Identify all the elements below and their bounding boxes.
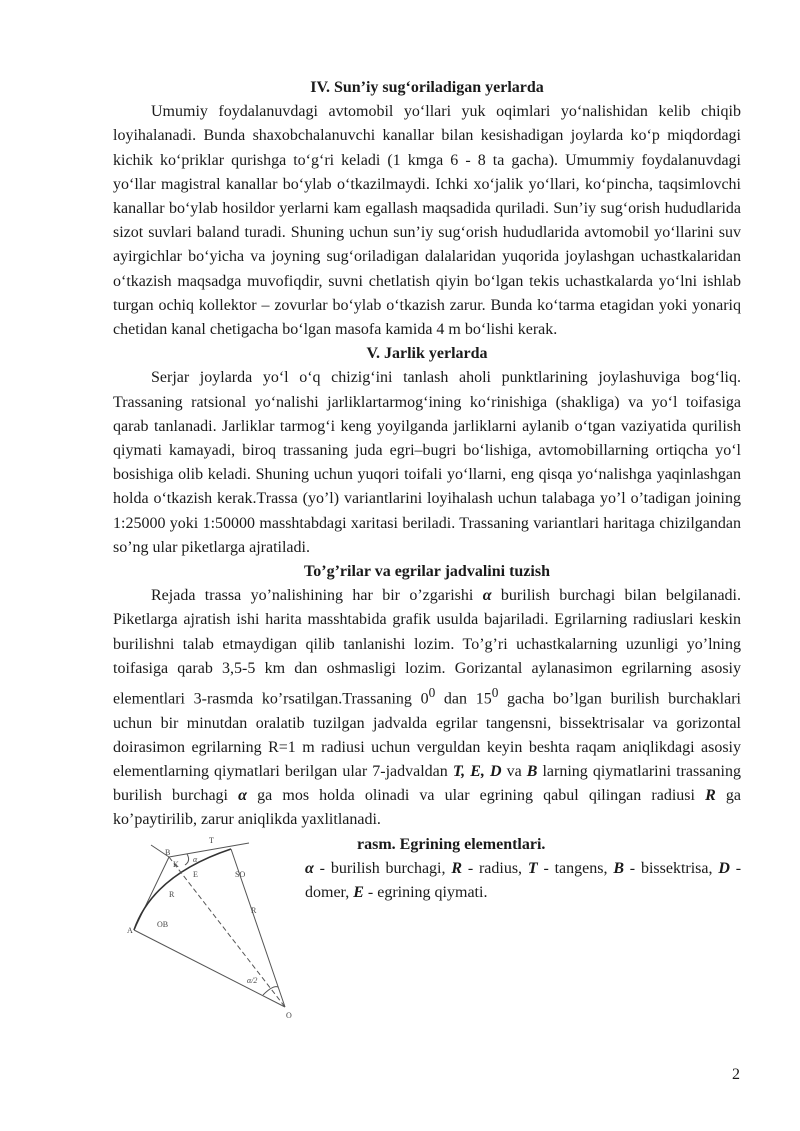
- section-title-ravine: V. Jarlik yerlarda: [366, 345, 488, 363]
- label-e: E: [193, 869, 198, 879]
- symbol-r: R: [705, 787, 716, 805]
- label-so: SO: [235, 869, 246, 879]
- label-r2: R: [169, 889, 175, 899]
- label-a: A: [127, 925, 133, 935]
- figure-caption: rasm. Egrining elementlari.: [357, 835, 546, 853]
- symbol-b: B: [526, 763, 538, 781]
- bisectrix-line: [169, 854, 285, 1007]
- page-number: 2: [732, 1066, 740, 1083]
- label-o: O: [286, 1010, 292, 1020]
- alpha-symbol: α: [482, 587, 492, 605]
- paragraph-irrigated: Umumiy foydalanuvdagi avtomobil yo‘llari yuk oqimlari yo‘nalishidan kelib chiqib loyihalanadi. Bunda shaxobchalanuvchi kanallar bilan kesishadigan joylarda ko‘p miqdordagi kichik ko‘priklar qurishga to‘g‘ri keladi (1 kmga 6 - 8 ta gacha). Umummiy foydalanuvdagi yo‘llar magistral kanallar bo‘ylab o‘tkazilmaydi. Ichki xo‘jalik yo‘llari, ko‘pincha, taqsimlovchi kanallar bo‘ylab hosildor yerlarni kam egallash maqsadida quriladi. Sun’iy sug‘orish hududlarida sizot suvlari baland turadi. Shuning uchun sun’iy sug‘orish hududlarida avtomobil yo‘llarini suv ayirgichlar bo‘yicha va joyning sug‘oriladigan dalalaridan yuqorida joylashgan uchastkalaridan o‘tkazish maqsadga muvofiqdir, suvni chetlatish qiyin bo‘lgan tekis uchastkalarda yo‘lni ishlab turgan ochiq kollektor – zovurlar bo‘ylab o‘tkazish zarur. Bunda ko‘tarma etagidan yoki yonariq chetidan kanal chetigacha bo‘lgan masofa kamida 4 m bo‘lishi kerak.: [113, 103, 741, 339]
- section-title-curves-table: To’g’rilar va egrilar jadvalini tuzish: [304, 563, 550, 581]
- paragraph-ravine: Serjar joylarda yo‘l o‘q chizig‘ini tanlash aholi punktlarining joylashuviga bog‘liq. Trassaning ratsional yo‘nalishi jarliklartarmog‘ining ko‘rinishiga (shakliga) va yo‘l toifasiga qarab tanlanadi. Jarliklar tarmog‘i keng yoyilganda jarliklarni aylanib o‘tgan vaziyatida qurilish qiymati kamayadi, biroq trassaning juda egri–bugri bo‘lishiga, avtomobillarning ortiqcha yo‘l bosishiga olib keladi. Shuning uchun yuqori toifali yo‘llarni, eng qisqa yo‘nalishga yaqinlashgan holda o‘tkazish kerak.Trassa (yo’l) variantlarini loyihalash uchun talabaga yo’l o’tadigan joining 1:25000 yoki 1:50000 masshtabdagi xaritasi beriladi. Trassaning variantlari haritaga chizilgandan so’ng ular piketlarga ajratiladi.: [113, 369, 741, 556]
- figure-legend: α - burilish burchagi, R - radius, T - tangens, B - bissektrisa, D - domer, E - egrining qiymati.: [305, 859, 742, 901]
- label-half-alpha: α/2: [247, 975, 258, 985]
- symbols-ted: T, E, D: [452, 763, 502, 781]
- alpha-symbol: α: [238, 787, 247, 805]
- label-sb: ОВ: [157, 919, 169, 929]
- tangent-line-right: [169, 843, 249, 857]
- label-k: K: [173, 859, 179, 869]
- document-page: [113, 76, 741, 1023]
- label-b: B: [165, 847, 171, 857]
- label-t: T: [209, 835, 214, 845]
- label-r1: R: [251, 905, 257, 915]
- paragraph-curves-table: Rejada trassa yo’nalishining har bir o’zgarishi α burilish burchagi bilan belgilanadi. Piketlarga ajratish ishi harita masshtabida grafik usulda bajariladi. Egrilarning radiuslari keskin burilishni talab etmaydigan qilib tanlanishi lozim. To’g’ri uchastkalarning uzunligi yo’lning toifasiga qarab 3,5-5 km dan oshmasligi lozim. Gorizantal aylanasimon egrilarning asosiy elementlari 3-rasmda ko’rsatilgan.Trassaning $0^0$ dan $15^0$ gacha bo’lgan burilish burchaklari uchun bir minutdan oralatib tuzilgan jadvalda egrilar tangensni, bissektrisalar va gorizontal doirasimon egrilarning R=1 m radiusi uchun verguldan keyin beshta raqam aniqlikdagi asosiy elementlarning qiymatlari berilgan ular 7-jadvaldan T, E, D va B larning qiymatlarini trassaning burilish burchagi α ga mos holda olinadi va ular egrining qabul qilingan radiusi R ga ko’paytirilib, zarur aniqlikda yaxlitlanadi.: [113, 587, 742, 829]
- figure-curve-elements: [113, 833, 741, 1023]
- label-alpha: α: [193, 854, 198, 864]
- curve-elements-diagram: [113, 835, 298, 1020]
- half-alpha-arc: [263, 986, 278, 994]
- curve-arc: [134, 849, 231, 930]
- alpha-arc: [185, 854, 189, 865]
- section-title-irrigated: IV. Sun’iy sug‘oriladigan yerlarda: [310, 79, 544, 96]
